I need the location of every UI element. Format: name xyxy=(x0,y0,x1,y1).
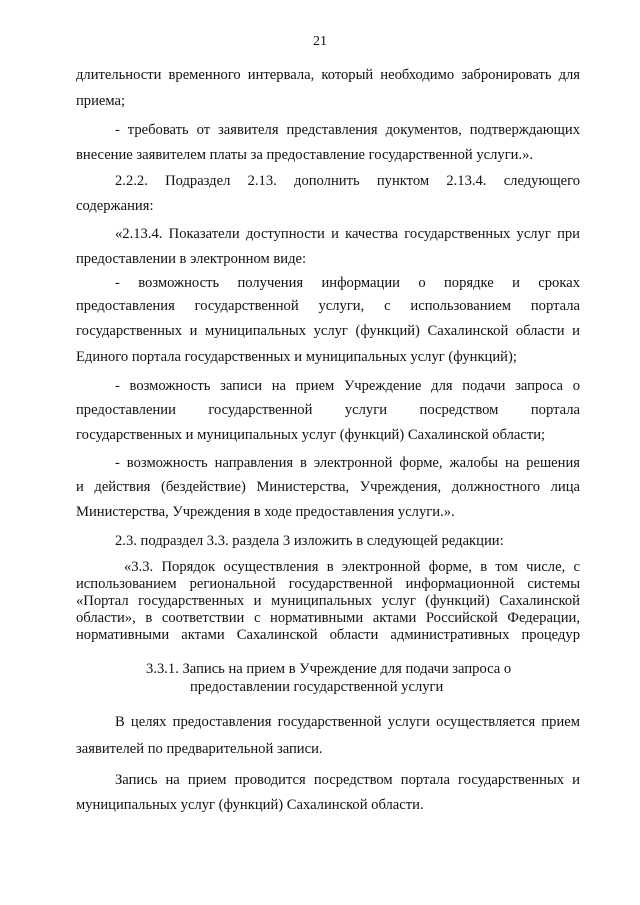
text-line: 2.3. подраздел 3.3. раздела 3 изложить в следующей редакции: xyxy=(115,533,504,549)
page-number: 21 xyxy=(313,34,327,49)
text-line: - возможность записи на прием Учреждение для подачи запроса о xyxy=(115,378,580,394)
text-line: предоставлении государственной услуги посредством портала xyxy=(76,402,580,418)
text-line: «3.3. Порядок осуществления в электронной форме, в том числе, с xyxy=(124,559,580,575)
text-line: области», в соответствии с нормативными актами Российской Федерации, xyxy=(76,610,580,626)
text-line: длительности временного интервала, который необходимо забронировать для xyxy=(76,67,580,83)
text-line: «2.13.4. Показатели доступности и качества государственных услуг при xyxy=(115,226,580,242)
text-line: В целях предоставления государственной услуги осуществляется прием xyxy=(115,714,580,730)
text-line: Запись на прием проводится посредством портала государственных и xyxy=(115,772,580,788)
text-line: муниципальных услуг (функций) Сахалинской области. xyxy=(76,797,424,813)
text-line: - возможность получения информации о порядке и сроках xyxy=(115,275,580,291)
text-line: содержания: xyxy=(76,198,154,214)
text-line: Единого портала государственных и муниципальных услуг (функций); xyxy=(76,349,517,365)
text-line: заявителей по предварительной записи. xyxy=(76,741,323,757)
text-line: и действия (бездействие) Министерства, Учреждения, должностного лица xyxy=(76,479,580,495)
text-line: государственных и муниципальных услуг (функций) Сахалинской области и xyxy=(76,323,580,339)
text-line: предоставлении в электронном виде: xyxy=(76,251,307,267)
text-line: - возможность направления в электронной форме, жалобы на решения xyxy=(115,455,580,471)
text-line: 2.2.2. Подраздел 2.13. дополнить пунктом 2.13.4. следующего xyxy=(115,173,580,189)
text-line: предоставления государственной услуги, с использованием портала xyxy=(76,298,580,314)
text-line: использованием региональной государственной информационной системы xyxy=(76,576,580,592)
section-heading: предоставлении государственной услуги xyxy=(190,679,444,695)
section-heading: 3.3.1. Запись на прием в Учреждение для подачи запроса о xyxy=(146,661,512,677)
text-line: Министерства, Учреждения в ходе предоставления услуги.». xyxy=(76,504,455,520)
text-line: государственных и муниципальных услуг (функций) Сахалинской области; xyxy=(76,427,546,443)
text-line: «Портал государственных и муниципальных услуг (функций) Сахалинской xyxy=(76,593,580,609)
text-line: внесение заявителем платы за предоставление государственной услуги.». xyxy=(76,147,534,163)
text-line: нормативными актами Сахалинской области административных процедур xyxy=(76,627,580,643)
text-line: - требовать от заявителя представления документов, подтверждающих xyxy=(115,122,580,138)
text-line: приема; xyxy=(76,93,126,109)
